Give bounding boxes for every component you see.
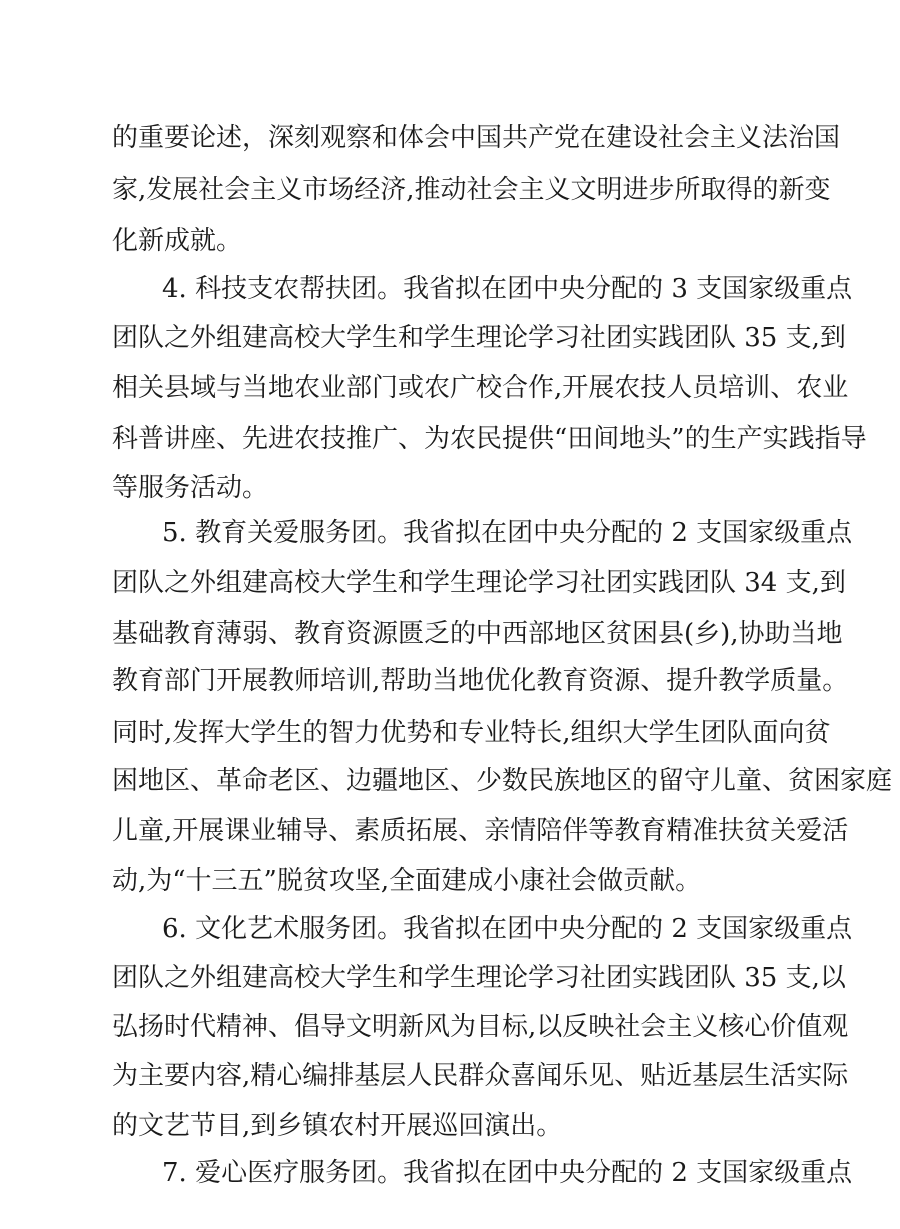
paragraph-heading-line: 6. 文化艺术服务团。我省拟在团中央分配的 2 支国家级重点 [162, 914, 853, 944]
text-line: 团队之外组建高校大学生和学生理论学习社团实践团队 35 支,到 [112, 323, 846, 353]
text-line: 化新成就。 [112, 226, 243, 256]
text-line: 为主要内容,精心编排基层人民群众喜闻乐见、贴近基层生活实际 [112, 1061, 849, 1091]
text-line: 弘扬时代精神、倡导文明新风为目标,以反映社会主义核心价值观 [112, 1012, 849, 1042]
text-line: 困地区、革命老区、边疆地区、少数民族地区的留守儿童、贫困家庭 [112, 766, 893, 796]
text-line: 动,为“十三五”脱贫攻坚,全面建成小康社会做贡献。 [112, 866, 702, 896]
text-line: 相关县域与当地农业部门或农广校合作,开展农技人员培训、农业 [112, 373, 849, 403]
text-line: 同时,发挥大学生的智力优势和专业特长,组织大学生团队面向贫 [112, 718, 831, 748]
text-line: 儿童,开展课业辅导、素质拓展、亲情陪伴等教育精准扶贫关爱活 [112, 816, 849, 846]
text-line: 的重要论述，深刻观察和体会中国共产党在建设社会主义法治国 [112, 123, 841, 153]
text-line: 团队之外组建高校大学生和学生理论学习社团实践团队 34 支,到 [112, 568, 846, 598]
text-line: 家,发展社会主义市场经济,推动社会主义文明进步所取得的新变 [112, 175, 831, 205]
text-line: 团队之外组建高校大学生和学生理论学习社团实践团队 35 支,以 [112, 963, 846, 993]
text-line: 等服务活动。 [112, 473, 269, 503]
paragraph-heading-line: 4. 科技支农帮扶团。我省拟在团中央分配的 3 支国家级重点 [162, 274, 853, 304]
paragraph-heading-line: 5. 教育关爱服务团。我省拟在团中央分配的 2 支国家级重点 [162, 518, 853, 548]
text-line: 基础教育薄弱、教育资源匮乏的中西部地区贫困县(乡),协助当地 [112, 619, 843, 649]
text-line: 科普讲座、先进农技推广、为农民提供“田间地头”的生产实践指导 [112, 424, 867, 454]
text-line: 的文艺节目,到乡镇农村开展巡回演出。 [112, 1111, 563, 1141]
text-line: 教育部门开展教师培训,帮助当地优化教育资源、提升教学质量。 [112, 666, 849, 696]
paragraph-heading-line: 7. 爱心医疗服务团。我省拟在团中央分配的 2 支国家级重点 [162, 1158, 853, 1188]
